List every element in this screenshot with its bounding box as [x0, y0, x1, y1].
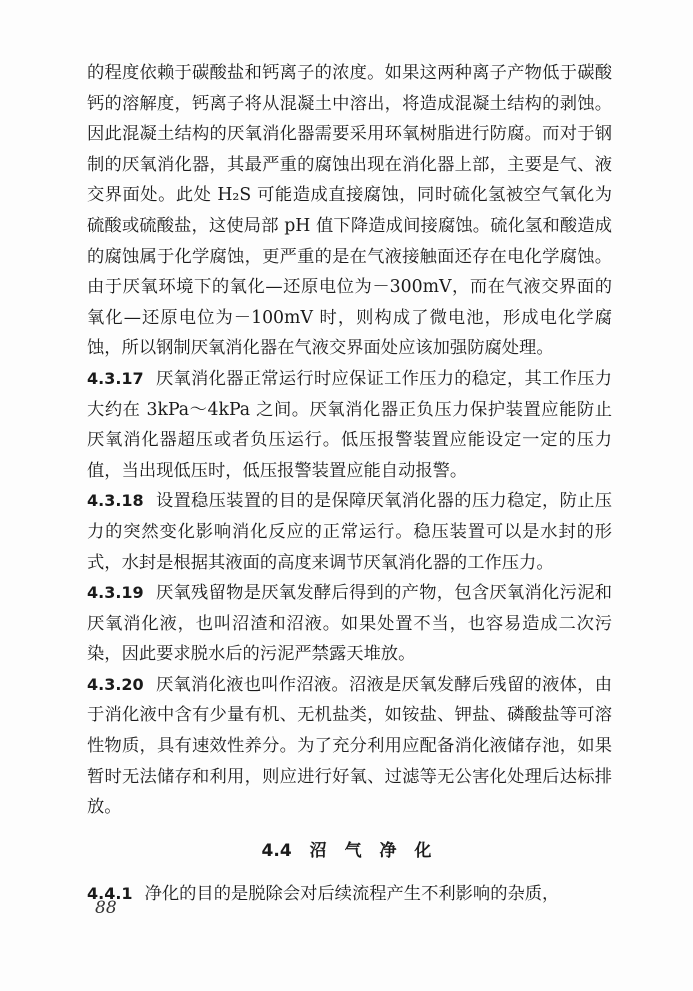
- clause-number: 4.3.19: [87, 583, 144, 603]
- clause-4-3-18: [87, 486, 612, 578]
- clause-number: 4.3.17: [87, 368, 144, 388]
- section-heading: [87, 835, 612, 867]
- clause-4-4-1: [87, 879, 612, 910]
- clause-number: 4.3.20: [87, 674, 144, 694]
- clause-number: 4.3.18: [87, 491, 144, 511]
- clause-text: 净化的目的是脱除会对后续流程产生不利影响的杂质，: [144, 883, 560, 904]
- clause-4-3-17: [87, 364, 612, 486]
- section-number: 4.4: [261, 840, 292, 861]
- section-title: 沼 气 净 化: [309, 840, 438, 861]
- page-number: 88: [95, 898, 117, 918]
- clause-4-3-20: [87, 670, 612, 823]
- clause-text: 厌氧消化器正常运行时应保证工作压力的稳定，其工作压力大约在 3kPa～4kPa 之间。厌氧消化器正负压力保护装置应能防止厌氧消化器超压或者负压运行。低压报警装置应能设定一定的压力值，当出现低压时，低压报警装置应能自动报警。: [87, 368, 612, 481]
- body-text: [87, 58, 612, 909]
- clause-number: 4.4.1: [87, 883, 133, 903]
- clause-text: 设置稳压装置的目的是保障厌氧消化器的压力稳定，防止压力的突然变化影响消化反应的正常运行。稳压装置可以是水封的形式，水封是根据其液面的高度来调节厌氧消化器的工作压力。: [87, 491, 612, 573]
- paragraph-continued: [87, 58, 612, 364]
- clause-4-3-19: [87, 578, 612, 670]
- clause-text: 厌氧消化液也叫作沼液。沼液是厌氧发酵后残留的液体，由于消化液中含有少量有机、无机盐类，如铵盐、钾盐、磷酸盐等可溶性物质，具有速效性养分。为了充分利用应配备消化液储存池，如果暂时无法储存和利用，则应进行好氧、过滤等无公害化处理后达标排放。: [87, 674, 612, 818]
- clause-text: 厌氧残留物是厌氧发酵后得到的产物，包含厌氧消化污泥和厌氧消化液，也叫沼渣和沼液。如果处置不当，也容易造成二次污染，因此要求脱水后的污泥严禁露天堆放。: [87, 583, 612, 665]
- paragraph-text: 的程度依赖于碳酸盐和钙离子的浓度。如果这两种离子产物低于碳酸钙的溶解度，钙离子将从混凝土中溶出，将造成混凝土结构的剥蚀。因此混凝土结构的厌氧消化器需要采用环氧树脂进行防腐。而对于钢制的厌氧消化器，其最严重的腐蚀出现在消化器上部，主要是气、液交界面处。此处 H₂S 可能造成直接腐蚀，同时硫化氢被空气氧化为硫酸或硫酸盐，这使局部 pH 值下降造成间接腐蚀。硫化氢和酸造成的腐蚀属于化学腐蚀，更严重的是在气液接触面还存在电化学腐蚀。由于厌氧环境下的氧化—还原电位为－300mV，而在气液交界面的氧化—还原电位为－100mV 时，则构成了微电池，形成电化学腐蚀，所以钢制厌氧消化器在气液交界面处应该加强防腐处理。: [87, 63, 612, 359]
